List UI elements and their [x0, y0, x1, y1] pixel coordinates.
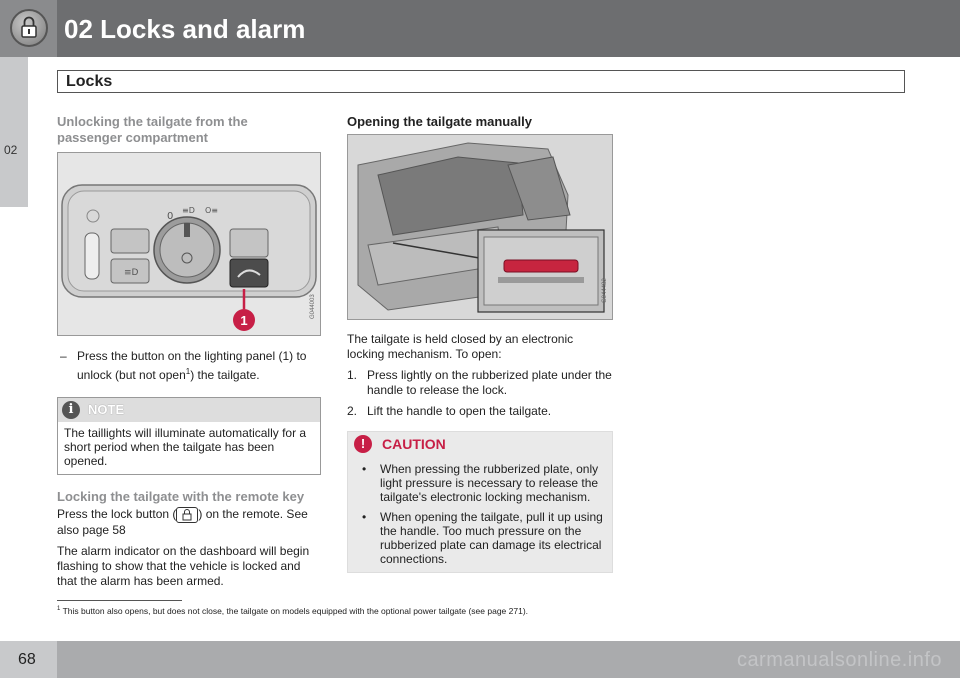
svg-text:≡D: ≡D — [124, 268, 139, 278]
tailgate-figure — [347, 134, 613, 320]
lock-para-start: Press the lock button ( — [57, 507, 177, 522]
step-item — [347, 404, 613, 419]
step-text-end: ) the tailgate. — [190, 368, 260, 382]
step-text: Lift the handle to open the tailgate. — [367, 404, 552, 418]
figure-code: G044003 — [310, 294, 316, 319]
caution-box — [347, 431, 613, 573]
caution-text: When opening the tailgate, pull it up using the handle. Too much pressure on the rubberized plate can damage its electrical connections. — [380, 510, 603, 566]
footnote-ref: 1 — [185, 367, 191, 376]
heading-lock-remote: Locking the tailgate with the remote key — [57, 489, 305, 504]
dash-marker: – — [60, 349, 67, 363]
padlock-glyph — [12, 11, 46, 45]
watermark: carmanualsonline.info — [736, 649, 942, 671]
heading-unlock-tailgate: Unlocking the tailgate from the passenger compartment — [57, 114, 248, 145]
svg-text:O≡: O≡ — [205, 206, 218, 215]
lock-para-end: ) on the remote. See also page 58 — [57, 507, 308, 537]
footnote-rule — [57, 600, 182, 601]
intro-paragraph: The tailgate is held closed by an electronic locking mechanism. To open: — [347, 332, 574, 361]
bullet-marker: • — [362, 510, 367, 524]
step-text: Press the button on the lighting panel (1) to unlock (but not open — [77, 349, 307, 382]
left-column — [57, 114, 321, 589]
caution-item — [348, 510, 612, 566]
lock-button-icon — [176, 507, 198, 523]
lock-remote-paragraph — [57, 507, 321, 538]
bullet-marker: • — [362, 462, 367, 476]
lighting-panel-figure — [57, 152, 321, 336]
lock-icon — [10, 9, 48, 47]
chapter-side-tab — [0, 57, 28, 207]
footer-tab — [0, 641, 57, 678]
step-number: 1. — [347, 368, 358, 382]
caution-label: CAUTION — [382, 436, 446, 452]
chapter-header — [0, 0, 960, 57]
note-label: NOTE — [88, 402, 125, 417]
middle-column — [347, 114, 613, 573]
info-icon: i — [62, 401, 80, 419]
caution-header — [348, 432, 612, 456]
footnote-text: This button also opens, but does not close, the tailgate on models equipped with the optional power tailgate (see page 271). — [62, 606, 529, 616]
caution-text: When pressing the rubberized plate, only light pressure is necessary to release the tailgate's electronic locking mechanism. — [380, 462, 599, 504]
figure-callout-1: 1 — [240, 313, 248, 328]
lighting-panel-illustration — [58, 153, 321, 336]
step-text: Press lightly on the rubberized plate under the handle to release the lock. — [367, 368, 612, 397]
page-footer — [0, 641, 960, 678]
heading-open-manually: Opening the tailgate manually — [347, 114, 532, 129]
note-header — [58, 398, 320, 422]
note-text: The taillights will illuminate automatically for a short period when the tailgate has been opened. — [64, 426, 307, 468]
side-tab-label: 02 — [4, 143, 18, 157]
figure-code: G044482 — [602, 278, 608, 303]
tailgate-illustration — [348, 135, 613, 320]
steps-list — [347, 368, 613, 419]
step-item — [347, 368, 613, 398]
note-box — [57, 397, 321, 475]
exclamation-icon: ! — [354, 435, 372, 453]
step-number: 2. — [347, 404, 358, 418]
section-title: Locks — [66, 73, 113, 90]
footnote-marker: 1 — [57, 606, 61, 613]
svg-text:0: 0 — [167, 211, 174, 222]
instruction-step — [57, 348, 321, 383]
chapter-title: 02 Locks and alarm — [64, 14, 306, 44]
svg-text:≡D: ≡D — [182, 206, 195, 215]
caution-item — [348, 462, 612, 504]
header-tab — [0, 0, 57, 57]
page-number: 68 — [18, 651, 36, 668]
alarm-paragraph: The alarm indicator on the dashboard will begin flashing to show that the vehicle is locked and that the alarm has been armed. — [57, 544, 310, 588]
footnote — [57, 606, 528, 616]
section-title-bar — [57, 70, 905, 93]
